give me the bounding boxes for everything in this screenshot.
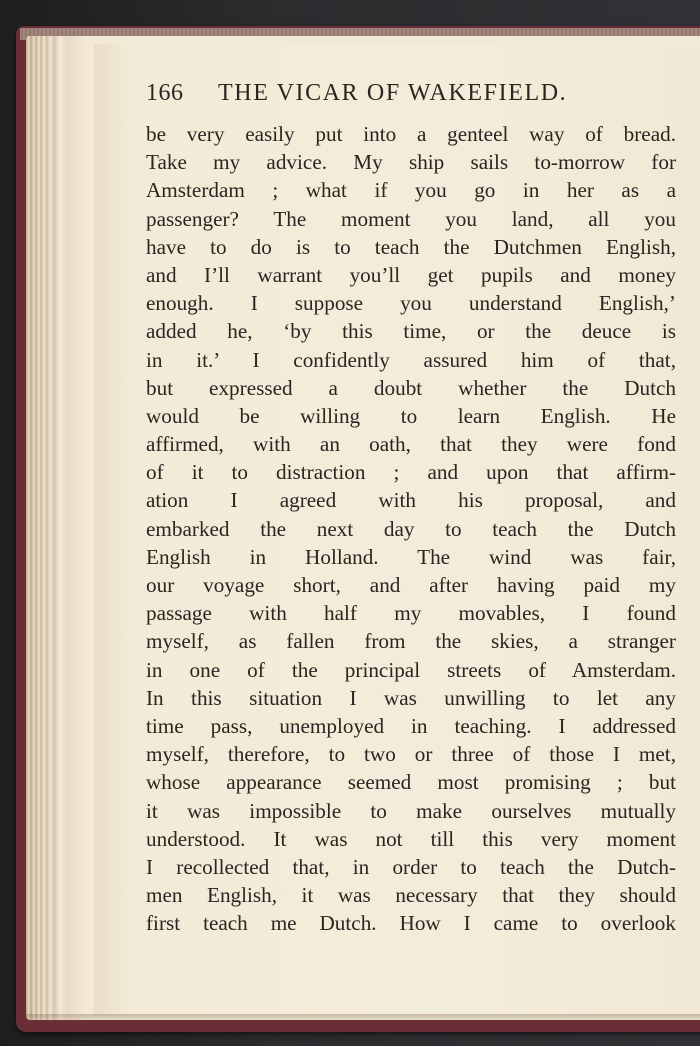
text-line: in it.’ I confidently assured him of that, — [146, 347, 676, 372]
text-line: myself, therefore, to two or three of those I met, — [146, 742, 676, 767]
text-line: time pass, unemployed in teaching. I addressed — [146, 713, 676, 738]
text-line: whose appearance seemed most promising ; but — [146, 770, 676, 795]
text-line: myself, as fallen from the skies, a stranger — [146, 629, 676, 654]
text-line: Amsterdam ; what if you go in her as a — [146, 178, 676, 203]
text-line: our voyage short, and after having paid my — [146, 573, 676, 597]
text-line: Take my advice. My ship sails to-morrow for — [146, 150, 676, 175]
text-line: embarked the next day to teach the Dutch — [146, 516, 676, 541]
text-line: affirmed, with an oath, that they were fond — [146, 432, 676, 457]
page-shadow — [26, 1014, 700, 1022]
text-line: first teach me Dutch. How I came to overlook — [146, 911, 676, 936]
text-line: be very easily put into a genteel way of bread. — [146, 122, 676, 146]
text-line: have to do is to teach the Dutchmen English, — [146, 234, 676, 259]
text-line: English in Holland. The wind was fair, — [146, 544, 676, 569]
text-line: ation I agreed with his proposal, and — [146, 488, 676, 513]
text-line: understood. It was not till this very moment — [146, 826, 676, 851]
text-line: it was impossible to make ourselves mutually — [146, 798, 676, 823]
text-line: added he, ‘by this time, or the deuce is — [146, 319, 676, 344]
text-line: passage with half my movables, I found — [146, 601, 676, 626]
text-line: passenger? The moment you land, all you — [146, 206, 676, 231]
text-line: In this situation I was unwilling to let any — [146, 685, 676, 710]
text-line: I recollected that, in order to teach the Dutch- — [146, 854, 676, 879]
text-line: in one of the principal streets of Amsterdam. — [146, 657, 676, 682]
body-text — [146, 120, 676, 937]
text-line: enough. I suppose you understand English,’ — [146, 291, 676, 316]
text-line: and I’ll warrant you’ll get pupils and money — [146, 262, 676, 287]
text-line: would be willing to learn English. He — [146, 403, 676, 428]
text-line: but expressed a doubt whether the Dutch — [146, 375, 676, 400]
running-head — [146, 80, 636, 116]
page-number: 166 — [146, 80, 184, 106]
text-line: men English, it was necessary that they should — [146, 883, 676, 908]
book-title: THE VICAR OF WAKEFIELD. — [218, 80, 568, 106]
text-line: of it to distraction ; and upon that affirm- — [146, 460, 676, 485]
